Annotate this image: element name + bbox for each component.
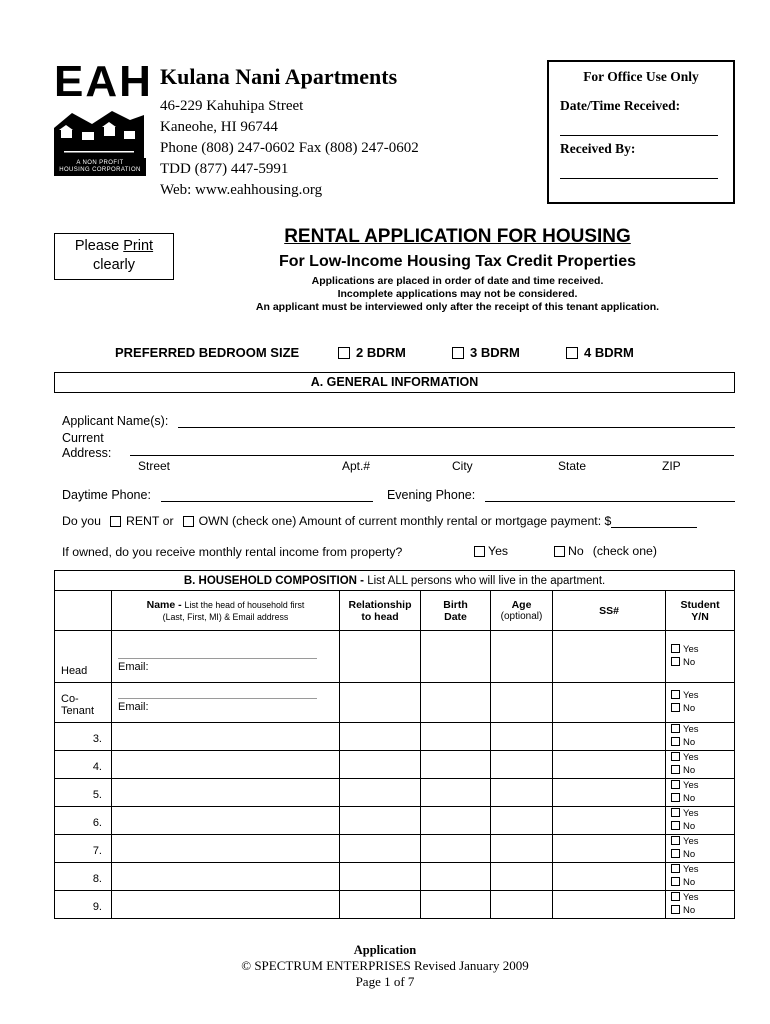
student-no-label: No bbox=[683, 820, 696, 832]
student-yes-label: Yes bbox=[683, 892, 699, 903]
current-address-label-line1: Current bbox=[62, 431, 104, 445]
print-note-pre: Please bbox=[74, 238, 124, 254]
student-cell bbox=[666, 863, 735, 891]
ssn-field[interactable] bbox=[553, 723, 666, 751]
student-column-header bbox=[666, 591, 735, 631]
preferred-bedroom-row bbox=[115, 345, 725, 360]
student-cell bbox=[666, 891, 735, 919]
bedroom-3bdrm-label: 3 BDRM bbox=[470, 345, 520, 360]
student-yes-label: Yes bbox=[683, 808, 699, 819]
evening-phone-field[interactable] bbox=[485, 486, 735, 502]
bedroom-option-3bdrm bbox=[452, 345, 566, 360]
birth-header-line1: Birth bbox=[443, 598, 468, 611]
student-cell bbox=[666, 751, 735, 779]
student-no-label: No bbox=[683, 736, 696, 748]
page-footer bbox=[0, 942, 770, 990]
student-no-option bbox=[671, 703, 734, 716]
table-row bbox=[55, 807, 735, 835]
bedroom-2bdrm-label: 2 BDRM bbox=[356, 345, 406, 360]
student-no-checkbox[interactable] bbox=[671, 793, 680, 802]
cotenant-name-field[interactable] bbox=[118, 698, 317, 699]
row-label: 5. bbox=[55, 779, 112, 807]
student-yes-checkbox[interactable] bbox=[671, 864, 680, 873]
student-no-option bbox=[671, 765, 734, 778]
birthdate-field[interactable] bbox=[421, 891, 491, 919]
rental-income-yes-option bbox=[474, 544, 508, 558]
rental-income-row bbox=[62, 544, 735, 561]
row-label: 3. bbox=[55, 723, 112, 751]
name-header-note2: (Last, First, MI) & Email address bbox=[162, 611, 289, 622]
head-name-cell[interactable] bbox=[112, 631, 340, 683]
apt-sublabel: Apt.# bbox=[342, 459, 371, 473]
name-header-bold: Name - bbox=[146, 598, 185, 611]
print-note-underlined: Print bbox=[123, 238, 154, 254]
student-yes-option bbox=[671, 892, 734, 905]
student-yes-option bbox=[671, 864, 734, 877]
student-yes-label: Yes bbox=[683, 836, 699, 847]
student-yes-label: Yes bbox=[683, 752, 699, 763]
student-yes-label: Yes bbox=[683, 724, 699, 735]
student-yes-label: Yes bbox=[683, 690, 699, 701]
relationship-field[interactable] bbox=[340, 751, 421, 779]
footer-page-number: Page 1 of 7 bbox=[355, 974, 415, 989]
eah-logo-houses-image bbox=[54, 106, 144, 158]
student-no-checkbox[interactable] bbox=[671, 737, 680, 746]
relationship-header-line1: Relationship bbox=[348, 598, 412, 611]
age-field[interactable] bbox=[491, 723, 553, 751]
eah-logo-text: EAH bbox=[54, 57, 153, 106]
head-relationship-field[interactable] bbox=[340, 631, 421, 683]
city-sublabel: City bbox=[452, 459, 473, 473]
table-row-cotenant bbox=[55, 683, 735, 723]
birthdate-field[interactable] bbox=[421, 863, 491, 891]
head-student-cell bbox=[666, 631, 735, 683]
student-yes-option bbox=[671, 808, 734, 821]
rental-income-yes-label: Yes bbox=[488, 544, 509, 558]
name-column-header bbox=[112, 591, 340, 631]
monthly-payment-field[interactable] bbox=[611, 515, 697, 528]
property-city: Kaneohe, HI 96744 bbox=[160, 119, 278, 135]
footer-copyright: © SPECTRUM ENTERPRISES Revised January 2009 bbox=[241, 958, 529, 973]
student-yes-label: Yes bbox=[683, 780, 699, 791]
student-no-option bbox=[671, 821, 734, 834]
student-no-option bbox=[671, 737, 734, 750]
ssn-field[interactable] bbox=[553, 863, 666, 891]
age-field[interactable] bbox=[491, 779, 553, 807]
age-field[interactable] bbox=[491, 807, 553, 835]
student-no-option bbox=[671, 877, 734, 890]
table-row bbox=[55, 751, 735, 779]
rental-income-no-option bbox=[554, 544, 657, 558]
name-field[interactable] bbox=[112, 835, 340, 863]
property-phone: Phone (808) 247-0602 Fax (808) 247-0602 bbox=[160, 140, 419, 156]
student-yes-option bbox=[671, 690, 734, 703]
office-use-title: For Office Use Only bbox=[583, 69, 699, 84]
rental-income-no-checkbox[interactable] bbox=[554, 546, 565, 557]
student-no-label: No bbox=[683, 848, 696, 860]
student-cell bbox=[666, 779, 735, 807]
birthdate-field[interactable] bbox=[421, 779, 491, 807]
relationship-field[interactable] bbox=[340, 835, 421, 863]
table-row bbox=[55, 863, 735, 891]
student-no-option bbox=[671, 905, 734, 918]
section-b-title-rest: List ALL persons who will live in the apartment. bbox=[364, 574, 606, 587]
row-label: 7. bbox=[55, 835, 112, 863]
cotenant-ssn-field[interactable] bbox=[553, 683, 666, 723]
eah-logo bbox=[54, 57, 153, 176]
head-ssn-field[interactable] bbox=[553, 631, 666, 683]
name-field[interactable] bbox=[112, 751, 340, 779]
section-b-title-bold: B. HOUSEHOLD COMPOSITION - bbox=[183, 574, 365, 587]
ssn-field[interactable] bbox=[553, 891, 666, 919]
check-one-label: (check one) bbox=[592, 544, 657, 558]
own-label: OWN (check one) Amount of current monthly rental or mortgage payment: $ bbox=[198, 514, 612, 528]
applicant-name-row bbox=[62, 412, 735, 428]
application-notes bbox=[175, 275, 740, 314]
student-no-checkbox[interactable] bbox=[671, 849, 680, 858]
bedroom-4bdrm-checkbox[interactable] bbox=[566, 347, 578, 359]
student-yes-checkbox[interactable] bbox=[671, 780, 680, 789]
table-row bbox=[55, 891, 735, 919]
relationship-header-line2: to head bbox=[361, 610, 399, 623]
name-field[interactable] bbox=[112, 807, 340, 835]
office-use-box bbox=[547, 60, 735, 204]
daytime-phone-field[interactable] bbox=[161, 486, 373, 502]
relationship-field[interactable] bbox=[340, 863, 421, 891]
property-tdd: TDD (877) 447-5991 bbox=[160, 161, 289, 177]
cotenant-student-cell bbox=[666, 683, 735, 723]
rental-income-yes-checkbox[interactable] bbox=[474, 546, 485, 557]
row-label: 9. bbox=[55, 891, 112, 919]
current-address-label bbox=[62, 431, 111, 461]
rental-income-question: If owned, do you receive monthly rental income from property? bbox=[62, 545, 403, 559]
student-yes-option bbox=[671, 780, 734, 793]
date-time-received-field[interactable] bbox=[560, 114, 718, 136]
rent-own-row bbox=[62, 514, 742, 528]
relationship-column-header bbox=[340, 591, 421, 631]
current-address-label-line2: Address: bbox=[62, 446, 112, 460]
do-you-label: Do you bbox=[62, 514, 101, 528]
date-time-received-label: Date/Time Received: bbox=[560, 98, 681, 113]
please-print-clearly-box bbox=[54, 233, 174, 280]
student-no-checkbox[interactable] bbox=[671, 821, 680, 830]
received-by-label: Received By: bbox=[560, 141, 636, 156]
student-yes-label: Yes bbox=[683, 864, 699, 875]
student-no-option bbox=[671, 793, 734, 806]
student-yes-option bbox=[671, 644, 734, 657]
student-yes-checkbox[interactable] bbox=[671, 644, 680, 653]
age-header-line2: (optional) bbox=[500, 610, 543, 622]
logo-caption-line1: A NON PROFIT bbox=[76, 160, 124, 166]
student-header-line2: Y/N bbox=[691, 610, 709, 623]
own-checkbox[interactable] bbox=[183, 516, 194, 527]
logo-caption-line2: HOUSING CORPORATION bbox=[59, 167, 141, 173]
table-row bbox=[55, 779, 735, 807]
student-no-checkbox[interactable] bbox=[671, 765, 680, 774]
applicant-name-label: Applicant Name(s): bbox=[62, 414, 169, 428]
row-label: 8. bbox=[55, 863, 112, 891]
student-cell bbox=[666, 723, 735, 751]
head-email-label: Email: bbox=[118, 661, 149, 673]
bedroom-2bdrm-checkbox[interactable] bbox=[338, 347, 350, 359]
student-yes-checkbox[interactable] bbox=[671, 892, 680, 901]
student-no-label: No bbox=[683, 792, 696, 804]
student-cell bbox=[666, 807, 735, 835]
student-yes-checkbox[interactable] bbox=[671, 752, 680, 761]
student-no-label: No bbox=[683, 876, 696, 888]
state-sublabel: State bbox=[558, 459, 587, 473]
student-no-option bbox=[671, 849, 734, 862]
student-yes-checkbox[interactable] bbox=[671, 690, 680, 699]
cotenant-age-field[interactable] bbox=[491, 683, 553, 723]
student-header-line1: Student bbox=[680, 598, 720, 611]
subtitle: For Low-Income Housing Tax Credit Properties bbox=[278, 253, 637, 270]
print-note-line2: clearly bbox=[93, 257, 135, 273]
student-no-label: No bbox=[683, 702, 696, 714]
student-no-label: No bbox=[683, 764, 696, 776]
student-yes-option bbox=[671, 724, 734, 737]
relationship-field[interactable] bbox=[340, 779, 421, 807]
name-field[interactable] bbox=[112, 723, 340, 751]
property-name: Kulana Nani Apartments bbox=[160, 64, 398, 89]
row-label: 6. bbox=[55, 807, 112, 835]
birthdate-field[interactable] bbox=[421, 807, 491, 835]
bedroom-option-2bdrm bbox=[338, 345, 452, 360]
table-row bbox=[55, 835, 735, 863]
student-yes-option bbox=[671, 752, 734, 765]
name-field[interactable] bbox=[112, 891, 340, 919]
current-address-field[interactable] bbox=[130, 434, 734, 456]
student-yes-label: Yes bbox=[683, 644, 699, 655]
phones-row bbox=[62, 486, 735, 502]
note-1: Applications are placed in order of date and time received. bbox=[311, 275, 604, 287]
bedroom-3bdrm-checkbox[interactable] bbox=[452, 347, 464, 359]
age-field[interactable] bbox=[491, 751, 553, 779]
section-a-header: A. GENERAL INFORMATION bbox=[54, 372, 735, 393]
preferred-bedroom-label: PREFERRED BEDROOM SIZE bbox=[115, 345, 300, 360]
household-composition-table bbox=[54, 570, 735, 919]
birthdate-column-header bbox=[421, 591, 491, 631]
row-label-cotenant: Co-Tenant bbox=[55, 683, 112, 723]
daytime-phone-label: Daytime Phone: bbox=[62, 488, 151, 502]
birth-header-line2: Date bbox=[444, 610, 467, 623]
age-field[interactable] bbox=[491, 891, 553, 919]
age-column-header bbox=[491, 591, 553, 631]
student-no-checkbox[interactable] bbox=[671, 657, 680, 666]
student-no-checkbox[interactable] bbox=[671, 905, 680, 914]
head-birthdate-field[interactable] bbox=[421, 631, 491, 683]
main-title: RENTAL APPLICATION FOR HOUSING bbox=[284, 226, 631, 247]
age-field[interactable] bbox=[491, 835, 553, 863]
student-no-option bbox=[671, 657, 734, 670]
student-no-checkbox[interactable] bbox=[671, 703, 680, 712]
relationship-field[interactable] bbox=[340, 723, 421, 751]
note-2: Incomplete applications may not be considered. bbox=[337, 288, 578, 300]
birthdate-field[interactable] bbox=[421, 751, 491, 779]
student-no-label: No bbox=[683, 904, 696, 916]
street-sublabel: Street bbox=[138, 459, 171, 473]
cotenant-birthdate-field[interactable] bbox=[421, 683, 491, 723]
title-block bbox=[175, 226, 740, 314]
print-note-line1 bbox=[55, 237, 173, 256]
ssn-field[interactable] bbox=[553, 779, 666, 807]
address-sublabels bbox=[130, 459, 734, 474]
relationship-field[interactable] bbox=[340, 807, 421, 835]
table-row bbox=[55, 723, 735, 751]
property-street: 46-229 Kahuhipa Street bbox=[160, 98, 304, 114]
row-label-head: Head bbox=[55, 631, 112, 683]
note-3: An applicant must be interviewed only after the receipt of this tenant application. bbox=[255, 301, 660, 313]
relationship-field[interactable] bbox=[340, 891, 421, 919]
bedroom-4bdrm-label: 4 BDRM bbox=[584, 345, 634, 360]
table-row-head bbox=[55, 631, 735, 683]
rental-income-no-label: No bbox=[568, 544, 584, 558]
name-field[interactable] bbox=[112, 779, 340, 807]
row-label: 4. bbox=[55, 751, 112, 779]
bedroom-option-4bdrm bbox=[566, 345, 680, 360]
evening-phone-label: Evening Phone: bbox=[386, 488, 476, 502]
age-header-line1: Age bbox=[511, 598, 532, 611]
student-yes-option bbox=[671, 836, 734, 849]
ssn-field[interactable] bbox=[553, 835, 666, 863]
footer-application: Application bbox=[353, 943, 417, 957]
property-web: Web: www.eahhousing.org bbox=[160, 182, 323, 198]
eah-logo-caption bbox=[54, 158, 146, 176]
head-name-field[interactable] bbox=[118, 658, 317, 659]
age-field[interactable] bbox=[491, 863, 553, 891]
student-cell bbox=[666, 835, 735, 863]
cotenant-relationship-field[interactable] bbox=[340, 683, 421, 723]
applicant-name-field[interactable] bbox=[178, 412, 735, 428]
row-label-column-header bbox=[55, 591, 112, 631]
received-by-field[interactable] bbox=[560, 157, 718, 179]
student-yes-checkbox[interactable] bbox=[671, 836, 680, 845]
rent-label: RENT or bbox=[125, 514, 174, 528]
section-b-header bbox=[55, 571, 735, 591]
student-no-label: No bbox=[683, 656, 696, 668]
property-info bbox=[160, 64, 419, 201]
name-field[interactable] bbox=[112, 863, 340, 891]
cotenant-email-label: Email: bbox=[118, 701, 149, 713]
name-header-note1: List the head of household first bbox=[184, 599, 305, 610]
ssn-field[interactable] bbox=[553, 807, 666, 835]
student-no-checkbox[interactable] bbox=[671, 877, 680, 886]
rent-checkbox[interactable] bbox=[110, 516, 121, 527]
student-yes-checkbox[interactable] bbox=[671, 808, 680, 817]
birthdate-field[interactable] bbox=[421, 723, 491, 751]
ssn-field[interactable] bbox=[553, 751, 666, 779]
zip-sublabel: ZIP bbox=[662, 459, 681, 473]
student-yes-checkbox[interactable] bbox=[671, 724, 680, 733]
cotenant-name-cell[interactable] bbox=[112, 683, 340, 723]
birthdate-field[interactable] bbox=[421, 835, 491, 863]
ssn-column-header: SS# bbox=[553, 591, 666, 631]
head-age-field[interactable] bbox=[491, 631, 553, 683]
